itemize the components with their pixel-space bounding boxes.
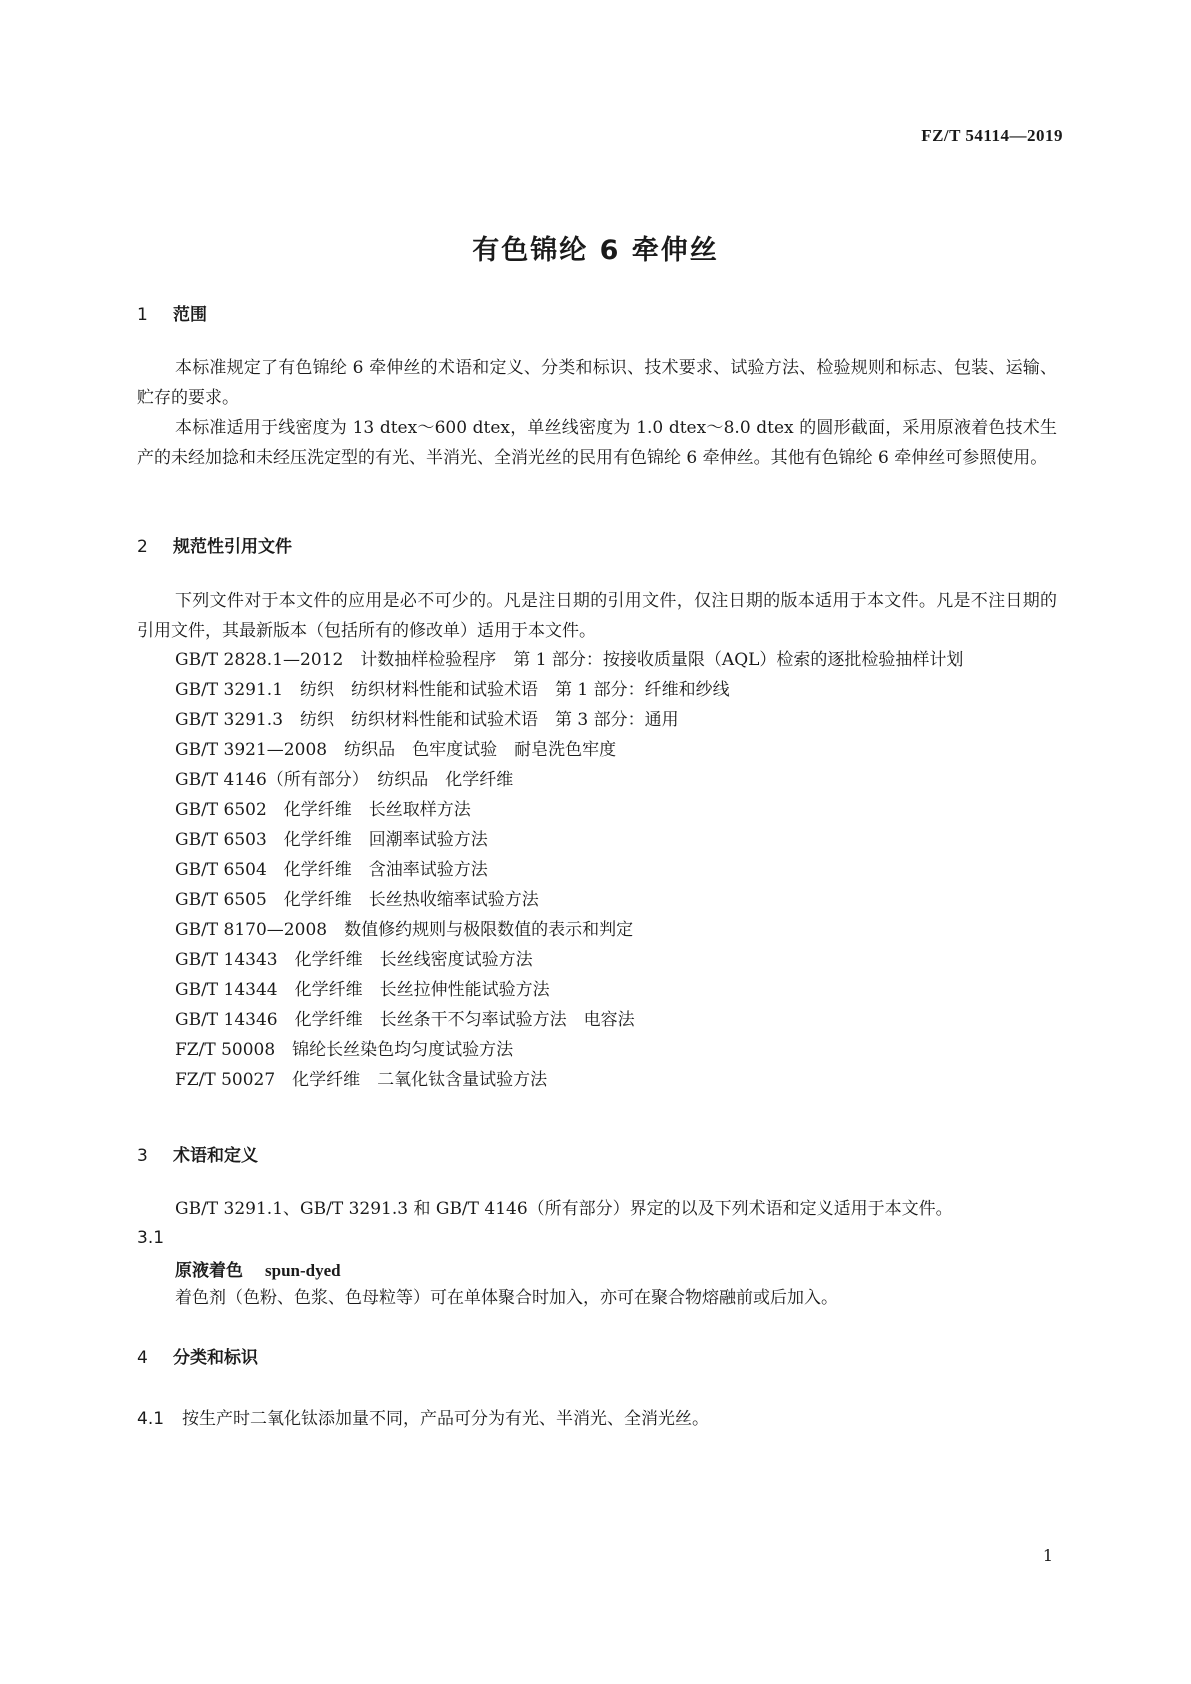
section-3-heading: [137, 1141, 258, 1166]
document-code: FZ/T 54114—2019: [921, 126, 1063, 145]
clause-number: 4.1: [137, 1409, 165, 1429]
reference-item: GB/T 6505 化学纤维 长丝热收缩率试验方法: [175, 890, 539, 910]
paragraph: 下列文件对于本文件的应用是必不可少的。凡是注日期的引用文件，仅注日期的版本适用于本文件。凡是不注日期的引用文件，其最新版本（包括所有的修改单）适用于本文件。: [137, 591, 1057, 641]
term-definition: 着色剂（色粉、色浆、色母粒等）可在单体聚合时加入，亦可在聚合物熔融前或后加入。: [175, 1288, 838, 1308]
section-1-body: [137, 353, 1057, 473]
normative-references-list: [137, 645, 1057, 1095]
section-title: 范围: [173, 305, 207, 325]
section-2-heading: [137, 532, 292, 557]
section-number: 2: [137, 537, 148, 557]
section-number: 1: [137, 305, 148, 325]
reference-item: GB/T 6503 化学纤维 回潮率试验方法: [175, 830, 488, 850]
paragraph: GB/T 3291.1、GB/T 3291.3 和 GB/T 4146（所有部分）界定的以及下列术语和定义适用于本文件。: [175, 1199, 953, 1219]
term-heading: [175, 1256, 341, 1281]
term-chinese: 原液着色: [175, 1261, 243, 1281]
reference-item: GB/T 6504 化学纤维 含油率试验方法: [175, 860, 488, 880]
page-number: 1: [1042, 1546, 1053, 1565]
reference-item: FZ/T 50008 锦纶长丝染色均匀度试验方法: [175, 1040, 514, 1060]
reference-item: GB/T 2828.1—2012 计数抽样检验程序 第 1 部分：按接收质量限（AQL）检索的逐批检验抽样计划: [175, 650, 964, 670]
section-4-heading: [137, 1343, 258, 1368]
section-title: 规范性引用文件: [173, 537, 292, 557]
section-title: 术语和定义: [173, 1146, 258, 1166]
section-number: 4: [137, 1348, 148, 1368]
reference-item: GB/T 8170—2008 数值修约规则与极限数值的表示和判定: [175, 920, 634, 940]
paragraph: 本标准规定了有色锦纶 6 牵伸丝的术语和定义、分类和标识、技术要求、试验方法、检验规则和标志、包装、运输、贮存的要求。: [137, 358, 1057, 408]
term-english: spun-dyed: [265, 1261, 341, 1280]
reference-item: GB/T 3291.3 纺织 纺织材料性能和试验术语 第 3 部分：通用: [175, 710, 679, 730]
section-title: 分类和标识: [173, 1348, 258, 1368]
term-number: 3.1: [137, 1228, 165, 1248]
clause-text: 按生产时二氧化钛添加量不同，产品可分为有光、半消光、全消光丝。: [182, 1409, 709, 1429]
reference-item: GB/T 14343 化学纤维 长丝线密度试验方法: [175, 950, 533, 970]
reference-item: GB/T 3921—2008 纺织品 色牢度试验 耐皂洗色牢度: [175, 740, 617, 760]
reference-item: GB/T 3291.1 纺织 纺织材料性能和试验术语 第 1 部分：纤维和纱线: [175, 680, 730, 700]
reference-item: FZ/T 50027 化学纤维 二氧化钛含量试验方法: [175, 1070, 548, 1090]
section-number: 3: [137, 1146, 148, 1166]
reference-item: GB/T 14344 化学纤维 长丝拉伸性能试验方法: [175, 980, 550, 1000]
document-title: 有色锦纶 6 牵伸丝: [472, 235, 719, 266]
reference-item: GB/T 14346 化学纤维 长丝条干不匀率试验方法 电容法: [175, 1010, 635, 1030]
section-1-heading: [137, 300, 207, 325]
reference-item: GB/T 6502 化学纤维 长丝取样方法: [175, 800, 471, 820]
section-2-intro: [137, 586, 1057, 646]
clause-4-1: [137, 1404, 709, 1429]
section-3-intro: [137, 1194, 1057, 1224]
paragraph: 本标准适用于线密度为 13 dtex～600 dtex，单丝线密度为 1.0 dtex～8.0 dtex 的圆形截面，采用原液着色技术生产的未经加捻和未经压洗定型的有光、半消光、全消光丝的民用有色锦纶 6 牵伸丝。其他有色锦纶 6 牵伸丝可参照使用。: [137, 418, 1057, 468]
reference-item: GB/T 4146（所有部分） 纺织品 化学纤维: [175, 770, 514, 790]
